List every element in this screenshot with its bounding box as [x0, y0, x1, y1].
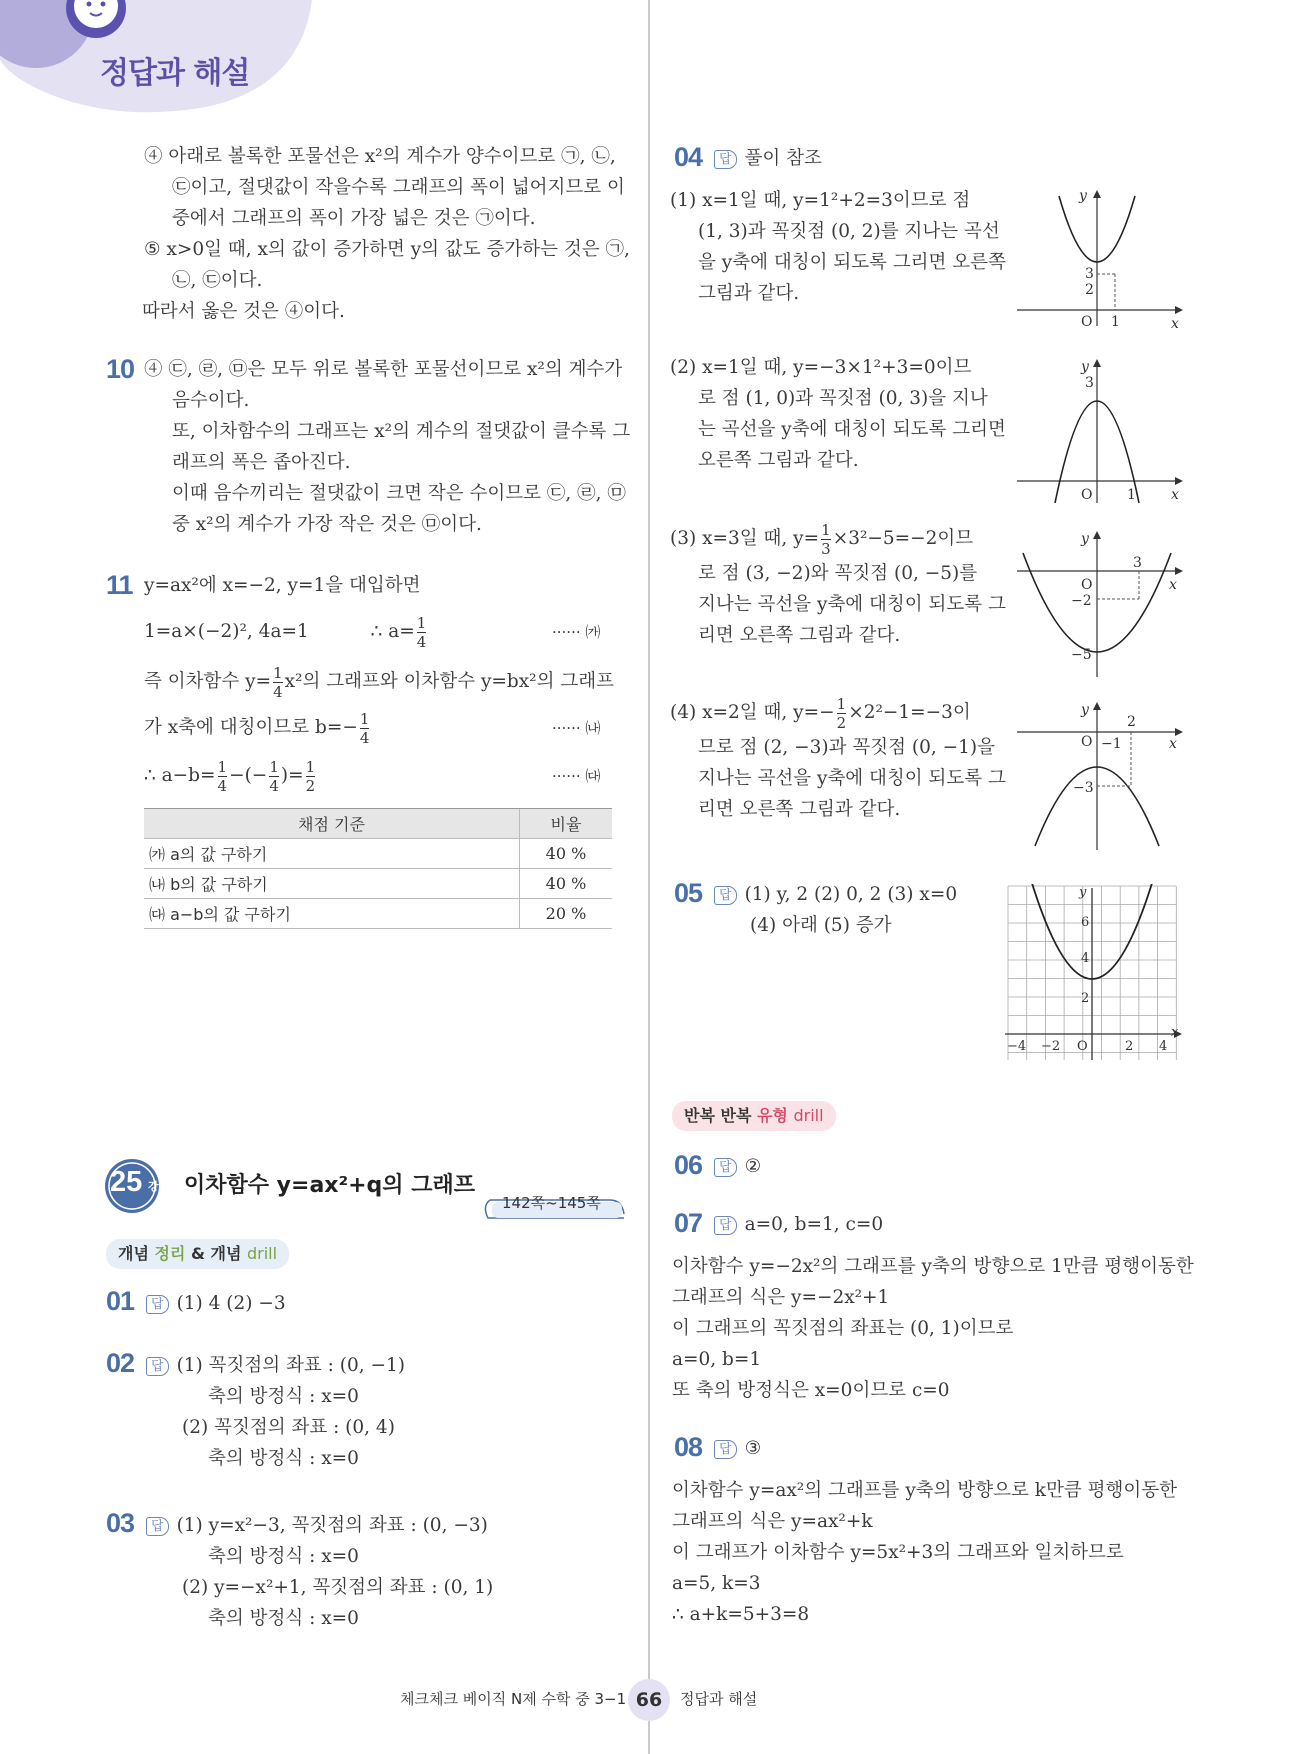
- fraction: $\frac{1}{4}$: [269, 757, 279, 795]
- axis-label-y: y: [1081, 531, 1089, 547]
- tick-label: −3: [1073, 780, 1094, 796]
- q10-line: 중 x²의 계수가 가장 작은 것은 ㉤이다.: [172, 514, 482, 535]
- q07-solution: 이차함수 y=−2x²의 그래프를 y축의 방향으로 1만큼 평행이동한 그래프의 식은 y=−2x²+1 이 그래프의 꼭짓점의 좌표는 (0, 1)이므로 a=0, b=1 또 축의 방정식은 x=0이므로 c=0: [672, 1256, 1194, 1401]
- score-table: [144, 808, 612, 929]
- q03-answer: 답 (1) y=x²−3, 꼭짓점의 좌표 : (0, −3) 축의 방정식 : x=0 (2) y=−x²+1, 꼭짓점의 좌표 : (0, 1) 축의 방정식 : x=0: [146, 1510, 493, 1634]
- origin-label: O: [1081, 577, 1093, 593]
- fraction: $\frac{1}{4}$: [416, 613, 427, 651]
- origin-label: O: [1077, 1039, 1088, 1054]
- tick-label: 1: [1127, 487, 1136, 503]
- lesson-pages: 142쪽~145쪽: [502, 1194, 601, 1212]
- tick-label: 3: [1085, 266, 1094, 282]
- repeat-drill-tag: 반복 반복 유형 drill: [672, 1101, 836, 1131]
- graph-q04-4: [1015, 700, 1185, 850]
- q07-number: 07: [674, 1208, 703, 1238]
- answer-badge: 답: [714, 1158, 737, 1177]
- q11-line5: ∴ a−b= $\frac{1}{4}$ −(− $\frac{1}{4}$ )= $\frac{1}{2}$: [144, 757, 316, 795]
- tick-label: 4: [1081, 951, 1090, 966]
- concept-drill-tag: 개념 정리 & 개념 drill: [106, 1239, 289, 1269]
- lesson-suffix: 강: [148, 1180, 159, 1193]
- lesson-number: 25: [110, 1166, 143, 1198]
- q05-number: 05: [674, 878, 703, 908]
- fraction: $\frac{1}{4}$: [273, 663, 283, 701]
- tick-label: 3: [1085, 375, 1094, 391]
- axis-label-x: x: [1169, 577, 1177, 593]
- table-row: ㈐ a−b의 값 구하기 20 %: [144, 899, 612, 929]
- q9-line: ⑤ x>0일 때, x의 값이 증가하면 y의 값도 증가하는 것은 ㉠,: [144, 239, 630, 260]
- tick-label: 2: [1081, 991, 1090, 1006]
- q10-line: 음수이다.: [172, 390, 250, 411]
- q01-answer: 답 (1) 4 (2) −3: [146, 1288, 286, 1319]
- lesson-title: 이차함수 y=ax²+q의 그래프: [184, 1173, 475, 1198]
- axis-label-x: x: [1169, 736, 1177, 752]
- header-ratio: 비율: [520, 809, 613, 839]
- answer-badge: 답: [714, 1440, 737, 1459]
- q04-answer: 답 풀이 참조: [714, 143, 822, 174]
- q9-line: ㉡, ㉢이다.: [172, 270, 263, 291]
- q10-line: 또, 이차함수의 그래프는 x²의 계수의 절댓값이 클수록 그: [172, 421, 631, 442]
- q03-number: 03: [106, 1508, 135, 1538]
- q9-line: ④ 아래로 볼록한 포물선은 x²의 계수가 양수이므로 ㉠, ㉡,: [144, 146, 616, 167]
- axis-label-y: y: [1081, 702, 1089, 718]
- axis-label-x: x: [1171, 487, 1179, 503]
- lesson-banner: [100, 1158, 628, 1238]
- footer-section: 정답과 해설: [680, 1690, 758, 1708]
- q9-line: ㉢이고, 절댓값이 작을수록 그래프의 폭이 넓어지므로 이: [172, 177, 625, 198]
- q11-line3: 즉 이차함수 y= $\frac{1}{4}$ x²의 그래프와 이차함수 y=bx²의 그래프: [144, 663, 614, 701]
- q11-number: 11: [106, 570, 133, 600]
- q08-number: 08: [674, 1432, 703, 1462]
- q04-part4: (4) x=2일 때, y=− $\frac{1}{2}$ ×2²−1=−3이 므로 점 (2, −3)과 꼭짓점 (0, −1)을 지나는 곡선을 y축에 대칭이 되도록 그 리면 오른쪽 그림과 같다.: [670, 694, 1006, 820]
- graph-q05-grid: [1003, 884, 1183, 1064]
- q11-eq: 1=a×(−2)², 4a=1: [144, 621, 309, 642]
- header-criteria: 채점 기준: [144, 809, 520, 839]
- graph-q04-3: [1015, 527, 1185, 677]
- graph-q04-2: [1015, 355, 1185, 505]
- q10-line: 이때 음수끼리는 절댓값이 크면 작은 수이므로 ㉢, ㉣, ㉤: [172, 483, 626, 504]
- q01-number: 01: [106, 1286, 135, 1316]
- origin-label: O: [1081, 734, 1093, 750]
- fraction: $\frac{1}{4}$: [217, 757, 228, 795]
- q11-mark-c: ······ ㈐: [552, 767, 601, 785]
- answer-badge: 답: [146, 1357, 169, 1376]
- q11-line2: [144, 612, 428, 652]
- q08-solution: 이차함수 y=ax²의 그래프를 y축의 방향으로 k만큼 평행이동한 그래프의 식은 y=ax²+k 이 그래프가 이차함수 y=5x²+3의 그래프와 일치하므로 a=5, k=3 ∴ a+k=5+3=8: [672, 1480, 1177, 1625]
- q11-mark-b: ······ ㈏: [552, 719, 601, 737]
- q08-answer: 답 ③: [714, 1433, 761, 1464]
- q11-mark-a: ······ ㈎: [552, 623, 601, 641]
- origin-label: O: [1081, 487, 1093, 503]
- q05-answer: 답 (1) y, 2 (2) 0, 2 (3) x=0 (4) 아래 (5) 증가: [714, 879, 957, 941]
- answer-badge: 답: [714, 1216, 737, 1235]
- tick-label: 3: [1133, 555, 1142, 571]
- q10-line: ④ ㉢, ㉣, ㉤은 모두 위로 볼록한 포물선이므로 x²의 계수가: [144, 359, 623, 380]
- tick-label: −5: [1071, 647, 1092, 663]
- axis-label-y: y: [1079, 885, 1087, 900]
- axis-label-x: x: [1171, 316, 1179, 328]
- column-divider: [648, 0, 650, 1754]
- q9-line: 따라서 옳은 것은 ④이다.: [142, 301, 345, 322]
- tick-label: 2: [1085, 282, 1094, 298]
- table-row: ㈏ b의 값 구하기 40 %: [144, 869, 612, 899]
- table-header: [144, 809, 612, 839]
- tick-label: 1: [1111, 314, 1120, 328]
- tick-label: −2: [1041, 1039, 1061, 1054]
- footer-book-title: 체크체크 베이직 N제 수학 중 3−1: [400, 1690, 627, 1708]
- q04-part1: (1) x=1일 때, y=1²+2=3이므로 점 (1, 3)과 꼭짓점 (0, 2)를 지나는 곡선 을 y축에 대칭이 되도록 그리면 오른쪽 그림과 같다.: [670, 190, 1006, 304]
- q04-number: 04: [674, 142, 703, 172]
- axis-label-x: x: [1171, 1025, 1179, 1040]
- tick-label: 6: [1081, 915, 1090, 930]
- q11-result: ∴ a=: [370, 621, 415, 642]
- q06-number: 06: [674, 1150, 703, 1180]
- tick-label: −2: [1071, 593, 1092, 609]
- q10-line: 래프의 폭은 좁아진다.: [172, 452, 351, 473]
- axis-label-y: y: [1079, 188, 1087, 204]
- answer-badge: 답: [146, 1295, 169, 1314]
- answer-badge: 답: [714, 886, 737, 905]
- page-header-title: 정답과 해설: [100, 56, 250, 91]
- answer-badge: 답: [714, 150, 737, 169]
- q9-line: 중에서 그래프의 폭이 가장 넓은 것은 ㉠이다.: [172, 208, 536, 229]
- origin-label: O: [1081, 314, 1093, 328]
- q02-answer: 답 (1) 꼭짓점의 좌표 : (0, −1) 축의 방정식 : x=0 (2) 꼭짓점의 좌표 : (0, 4) 축의 방정식 : x=0: [146, 1350, 405, 1474]
- q07-answer: 답 a=0, b=1, c=0: [714, 1209, 883, 1240]
- q04-part2: (2) x=1일 때, y=−3×1²+3=0이므 로 점 (1, 0)과 꼭짓점 (0, 3)을 지나 는 곡선을 y축에 대칭이 되도록 그리면 오른쪽 그림과 같다.: [670, 357, 1006, 471]
- tick-label: 2: [1127, 714, 1136, 730]
- q06-answer: 답 ②: [714, 1151, 761, 1182]
- q10-number: 10: [106, 354, 135, 384]
- tick-label: −4: [1007, 1039, 1027, 1054]
- q11-line4: 가 x축에 대칭이므로 b=− $\frac{1}{4}$: [144, 709, 370, 747]
- q02-number: 02: [106, 1348, 135, 1378]
- page-number: 66: [628, 1679, 670, 1721]
- answer-badge: 답: [146, 1517, 169, 1536]
- axis-label-y: y: [1081, 359, 1089, 375]
- tick-label: 4: [1159, 1039, 1168, 1054]
- q11-line1: y=ax²에 x=−2, y=1을 대입하면: [144, 575, 421, 596]
- q9-solution: [144, 141, 630, 327]
- q10-solution: [144, 354, 630, 540]
- tick-label: −1: [1101, 736, 1122, 752]
- graph-q04-1: [1015, 188, 1185, 328]
- fraction: $\frac{1}{2}$: [305, 757, 316, 795]
- tick-label: 2: [1125, 1039, 1134, 1054]
- table-row: ㈎ a의 값 구하기 40 %: [144, 839, 612, 869]
- q04-part3: (3) x=3일 때, y= $\frac{1}{3}$ ×3²−5=−2이므 로 점 (3, −2)와 꼭짓점 (0, −5)를 지나는 곡선을 y축에 대칭이 되도록 그 리면 오른쪽 그림과 같다.: [670, 520, 1006, 646]
- fraction: $\frac{1}{4}$: [359, 709, 370, 747]
